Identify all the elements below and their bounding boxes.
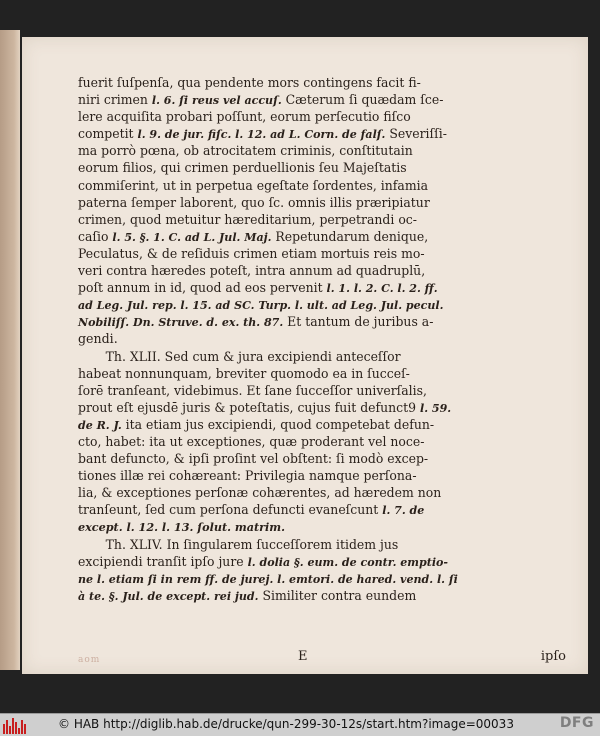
- text-line: à te. §. Jul. de except. rei jud. Similiter contra eundem: [78, 587, 417, 603]
- text-line: lere acquiſita probari poſſunt, eorum perſecutio fiſco: [78, 109, 411, 125]
- text-line: ad Leg. Jul. rep. l. 15. ad SC. Turp. l. ult. ad Leg. Jul. pecul.: [78, 298, 444, 313]
- text-line: Peculatus, & de reſiduis crimen etiam mortuis reis mo-: [78, 245, 425, 261]
- dfg-logo: DFG: [559, 715, 594, 731]
- text-line: commiſerint, ut in perpetua egeſtate ſordentes, infamia: [78, 177, 429, 193]
- text-line: ne l. etiam ſi in rem ff. de jurej. l. emtori. de hared. vend. l. ſi: [78, 571, 458, 586]
- text-line: prout eſt ejusdē juris & poteſtatis, cujus fuit defunct9 l. 59.: [78, 399, 452, 415]
- text-line: niri crimen l. 6. ſi reus vel accuſ. Cæterum ſi quædam ſce-: [78, 92, 444, 108]
- text-line: de R. J. ita etiam jus excipiendi, quod competebat defun-: [78, 416, 435, 432]
- text-line: Th. XLII. Sed cum & jura excipiendi anteceſſor: [105, 348, 401, 364]
- text-line: tiones illæ rei cohæreant: Privilegia namque perſona-: [78, 468, 417, 484]
- text-line: competit l. 9. de jur. fiſc. l. 12. ad L. Corn. de falſ. Severiſſi-: [78, 126, 447, 142]
- previous-page-edge: [0, 30, 20, 670]
- text-line: bant defuncto, & ipſi proſint vel obſtent: ſi modò excep-: [78, 451, 429, 467]
- text-line: gendi.: [78, 331, 118, 347]
- page-text: [78, 74, 572, 604]
- catchword: ipſo: [540, 649, 566, 664]
- text-line: ſorē tranſeant, videbimus. Et ſane ſucceſſor univerſalis,: [78, 382, 427, 398]
- text-line: veri contra hæredes poteſt, intra annum ad quadruplū,: [78, 263, 426, 279]
- text-line: eorum filios, qui crimen perduellionis ſeu Majeſtatis: [78, 160, 407, 176]
- status-bar: [0, 713, 600, 736]
- book-page: [22, 37, 588, 674]
- text-line: fuerit ſuſpenſa, qua pendente mors contingens facit fi-: [78, 75, 421, 90]
- text-line: cto, habet: ita ut exceptiones, quæ proderant vel noce-: [78, 433, 425, 449]
- page-footer: [78, 649, 566, 669]
- text-line: excipiendi tranſit ipſo jure l. dolia §. eum. de contr. emptio-: [78, 553, 448, 569]
- text-line: Nobiliſſ. Dn. Struve. d. ex. th. 87. Et tantum de juribus a-: [78, 314, 434, 330]
- text-line: paterna ſemper laborent, quo ſc. omnis illis præripiatur: [78, 194, 430, 210]
- text-line: crimen, quod metuitur hæreditarium, perpetrandi oc-: [78, 211, 417, 227]
- text-line: caſio l. 5. §. 1. C. ad L. Jul. Maj. Repetundarum denique,: [78, 228, 429, 244]
- text-line: ma porrò pœna, ob atrocitatem criminis, conſtitutain: [78, 143, 413, 159]
- text-line: tranſeunt, ſed cum perſona defuncti evaneſcunt l. 7. de: [78, 502, 425, 518]
- signature-mark: E: [298, 649, 308, 664]
- hab-logo-icon: [0, 716, 33, 734]
- faint-mark: aom: [78, 655, 101, 665]
- text-line: lia, & exceptiones perſonæ cohærentes, ad hæredem non: [78, 485, 442, 501]
- text-line: Th. XLIV. In ſingularem ſucceſſorem itidem jus: [105, 536, 399, 552]
- text-line: poſt annum in id, quod ad eos pervenit l. 1. l. 2. C. l. 2. ff.: [78, 280, 438, 296]
- text-line: habeat nonnunquam, breviter quomodo ea in ſucceſ-: [78, 365, 410, 381]
- copyright-url[interactable]: © HAB http://diglib.hab.de/drucke/qun-299-30-12s/start.htm?image=00033: [58, 717, 514, 731]
- text-line: except. l. 12. l. 13. ſolut. matrim.: [78, 520, 286, 535]
